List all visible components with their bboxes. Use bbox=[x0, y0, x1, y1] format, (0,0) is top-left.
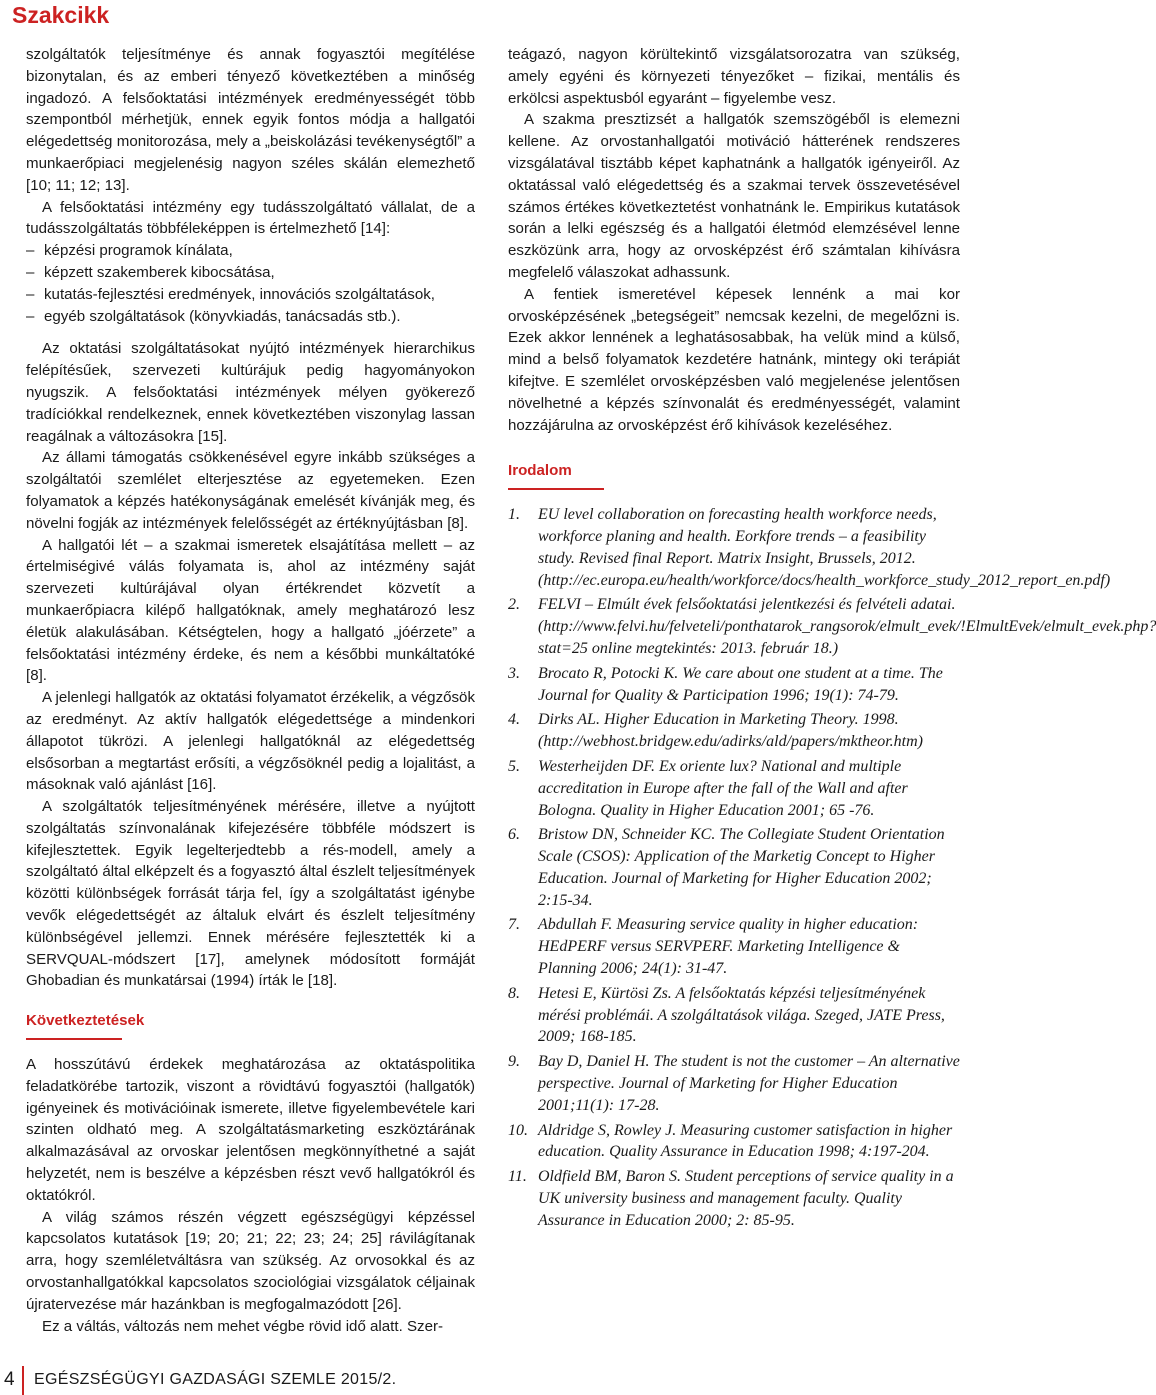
reference-item bbox=[508, 594, 1156, 659]
journal-title: EGÉSZSÉGÜGYI GAZDASÁGI SZEMLE 2015/2. bbox=[34, 1371, 397, 1388]
paragraph: A világ számos részén végzett egészségügyi képzéssel kapcsolatos kutatások [19; 20; 21; 22; 23; 24; 25] rávilágítanak arra, hogy szemléletváltásra van szükség. Az orvosokkal és az orvostanhallgatókkal kapcsolatos szociológiai vizsgálatok céljainak újratervezése már hazánkban is megfogalmazódott [26]. bbox=[26, 1208, 475, 1313]
reference-number: 11. bbox=[508, 1168, 527, 1186]
right-column bbox=[508, 44, 1156, 1235]
reference-text: Bristow DN, Schneider KC. The Collegiate Student Orientation Scale (CSOS): Application of the Marketig Concept to Higher Education. Journal of Marketing for Higher Education 2002; 2:15-34. bbox=[538, 826, 945, 909]
paragraph: teágazó, nagyon körültekintő vizsgálatsorozatra van szükség, amely egyéni és környezeti tényezőket – fizikai, mentális és erkölcsi aspektusból egyaránt – figyelembe vesz. bbox=[508, 46, 960, 107]
reference-item bbox=[508, 983, 960, 1048]
paragraph: A fentiek ismeretével képesek lennénk a mai kor orvosképzésének „betegségeit” nemcsak kezelni, de megelőzni is. Ezek akkor lennének a leghatásosabbak, ha velük mind a külső, mind a belső folyamatok kezdetére hatnánk, mintegy oki terápiát kifejtve. E szemlélet orvosképzésben való megjelenése jelentősen növelhetné a képzés színvonalát és eredményességét, valamint hozzájárulna az orvosképzést érő kihívások kezeléséhez. bbox=[508, 285, 960, 434]
section-heading: Irodalom bbox=[508, 462, 572, 480]
section-heading: Következtetések bbox=[26, 1012, 145, 1030]
reference-number: 4. bbox=[508, 711, 520, 729]
reference-number: 1. bbox=[508, 506, 520, 524]
reference-number: 7. bbox=[508, 916, 520, 934]
reference-number: 5. bbox=[508, 757, 520, 775]
reference-text: EU level collaboration on forecasting health workforce needs, workforce planing and health. Eorkfore trends – a feasibility study. Revised final Report. Matrix Insight, Brussels, 2012. (http://ec.europa.eu/health/workforce/docs/health_workforce_study_2012_report_en.pdf) bbox=[538, 506, 1111, 589]
reference-text: Hetesi E, Kürtösi Zs. A felsőoktatás képzési teljesítményének mérési problémái. A szolgáltatások világa. Szeged, JATE Press, 2009; 168-185. bbox=[538, 984, 945, 1046]
paragraph: A felsőoktatási intézmény egy tudásszolgáltató vállalat, de a tudásszolgáltatás többféleképpen is értelmezhető [14]: bbox=[26, 198, 475, 238]
reference-item bbox=[508, 1120, 960, 1164]
heading-underline bbox=[508, 488, 604, 490]
reference-item bbox=[508, 824, 960, 911]
reference-item bbox=[508, 1166, 960, 1231]
paragraph: A szolgáltatók teljesítményének mérésére, illetve a nyújtott szolgáltatás színvonalának kifejezésére többféle módszert is kifejlesztettek. Egyik legelterjedtebb a rés-modell, amely a szolgáltató által elképzelt és a fogyasztó által észlelt teljesítmények közötti különbségek forrását tárja fel, így a szolgáltatást igénybe vevők elégedettségét az általuk elvárt és észlelt teljesítmény különbségével jellemzi. Ennek mérésére fejlesztették ki a SERVQUAL-módszert [17], amelynek módosított formáját Ghobadian és munkatársai (1994) írták le [18]. bbox=[26, 798, 475, 990]
dash-list bbox=[26, 240, 475, 327]
reference-text: Westerheijden DF. Ex oriente lux? National and multiple accreditation in Europe after the fall of the Wall and after Bologna. Quality in Higher Education 2001; 65 -76. bbox=[538, 757, 908, 819]
list-item: – kutatás-fejlesztési eredmények, innovációs szolgáltatások, bbox=[26, 284, 475, 306]
list-item: – képzett szakemberek kibocsátása, bbox=[26, 262, 475, 284]
reference-item bbox=[508, 504, 1111, 591]
paragraph: Az oktatási szolgáltatásokat nyújtó intézmények hierarchikus felépítésűek, szervezeti kultúrájuk pedig hagyományokon nyugszik. A felsőoktatási intézmények mélyen gyökerező tradíciókkal rendelkeznek, ennek következtében viszonylag lassan reagálnak a változásokra [15]. bbox=[26, 340, 475, 445]
reference-text: Aldridge S, Rowley J. Measuring customer satisfaction in higher education. Quality Assurance in Education 1998; 4:197-204. bbox=[538, 1121, 953, 1161]
footer-divider bbox=[22, 1366, 24, 1395]
paragraph: A szakma presztizsét a hallgatók szemszögéből is elemezni kellene. Az orvostanhallgatói motiváció hátterének rendszeres vizsgálatával tisztább képet kaphatnánk a hallgatók igényeiről. Az oktatással való elégedettség és a szakmai tervek összevetésével számos értékes következtetést vonhatnánk le. Empirikus kutatások során a lelki egészség és a hallgatói életmód elemzésével lenne eszközünk arra, hogy az orvosképzést érő számtalan kihívásra megfelelő válaszokat adhassunk. bbox=[508, 111, 960, 281]
reference-number: 2. bbox=[508, 596, 520, 614]
heading-underline bbox=[26, 1038, 122, 1040]
paragraph: Az állami támogatás csökkenésével egyre inkább szükséges a szolgáltatói szemlélet elterjesztése az egyetemeken. Ezen folyamatok a képzés hatékonyságának emelését kívánják meg, és növelni fogják az intézmények felelősségét az értéknyújtásban [8]. bbox=[26, 449, 475, 532]
page-footer bbox=[0, 1366, 960, 1395]
reference-item bbox=[508, 663, 960, 707]
reference-item bbox=[508, 1051, 960, 1116]
reference-item bbox=[508, 914, 960, 979]
paragraph: szolgáltatók teljesítménye és annak fogyasztói megítélése bizonytalan, és az emberi tényező következtében a minőség ingadozó. A felsőoktatási intézmények eredményességét több szempontból mérhetjük, ennek egyik fontos módja a hallgatói elégedettség monitorozása, mely a „beiskolázási tevékenységtől” a munkaerőpiaci megjelenésig nagyon széles skálán elemezhető [10; 11; 12; 13]. bbox=[26, 46, 475, 194]
paragraph: Ez a váltás, változás nem mehet végbe rövid idő alatt. Szer- bbox=[42, 1317, 444, 1335]
paragraph: A hallgatói lét – a szakmai ismeretek elsajátítása mellett – az értelmiségivé válás folyamata is, ahol az intézmény saját szervezeti kultúrájával olyan értékrendet közvetít a munkaerőpiacra kilépő hallgatóknak, amely meghatározó lesz életük alakulásában. Kétségtelen, hogy a hallgató „jóérzete” a felsőoktatási intézmény érdeke, és nem a későbbi munkáltatóké [8]. bbox=[26, 536, 475, 685]
paragraph: A hosszútávú érdekek meghatározása az oktatáspolitika feladatkörébe tartozik, viszont a rövidtávú fogyasztói (hallgatók) igényeinek és motivációinak ismerete, illetve figyelembevétele kari szinten oldható meg. A szolgáltatásmarketing eszköztárának alkalmazásával az orvoskar jelentősen megkönnyíthetné a saját helyzetét, nem is beszélve a képzésben részt vevő hallgatókról és oktatókról. bbox=[26, 1056, 475, 1204]
reference-number: 6. bbox=[508, 826, 520, 844]
reference-text: Oldfield BM, Baron S. Student perceptions of service quality in a UK university business and management faculty. Quality Assurance in Education 2000; 2: 85-95. bbox=[538, 1168, 954, 1229]
page-header bbox=[0, 0, 960, 34]
list-item: – egyéb szolgáltatások (könyvkiadás, tanácsadás stb.). bbox=[26, 306, 475, 328]
reference-number: 3. bbox=[508, 664, 520, 682]
reference-item bbox=[508, 709, 960, 753]
reference-text: Bay D, Daniel H. The student is not the customer – An alternative perspective. Journal of Marketing for Higher Education 2001;11(1): 17-28. bbox=[538, 1053, 960, 1114]
reference-item bbox=[508, 756, 960, 821]
page-number: 4 bbox=[4, 1369, 15, 1390]
reference-list bbox=[508, 504, 1156, 1232]
reference-number: 8. bbox=[508, 984, 520, 1002]
reference-number: 10. bbox=[508, 1121, 528, 1139]
reference-text: Abdullah F. Measuring service quality in higher education: HEdPERF versus SERVPERF. Marketing Intelligence & Planning 2006; 24(1): 31-47. bbox=[538, 916, 919, 978]
left-column bbox=[26, 44, 475, 1337]
list-item: – képzési programok kínálata, bbox=[26, 240, 475, 262]
section-title: Szakcikk bbox=[12, 2, 110, 28]
reference-text: Brocato R, Potocki K. We care about one student at a time. The Journal for Quality & Participation 1996; 19(1): 74-79. bbox=[538, 664, 943, 704]
paragraph: A jelenlegi hallgatók az oktatási folyamatot érzékelik, a végzősök az eredményt. Az aktív hallgatók elégedettsége a mindenkori állapotot tükrözi. A jelenlegi hallgatóknál az elégedettség elsősorban a megtartást erősíti, a végzősöknél pedig a lojalitást, a másoknak való ajánlást [16]. bbox=[26, 689, 475, 794]
reference-text: FELVI – Elmúlt évek felsőoktatási jelentkezési és felvételi adatai. (http://www.felvi.hu/felveteli/ponthatarok_rangsorok/elmult_evek/!ElmultEvek/elmult_evek.php?stat=25 online megtekintés: 2013. február 18.) bbox=[538, 596, 1156, 657]
reference-text: Dirks AL. Higher Education in Marketing Theory. 1998. (http://webhost.bridgew.edu/adirks/ald/papers/mktheor.htm) bbox=[538, 711, 924, 751]
reference-number: 9. bbox=[508, 1053, 520, 1071]
